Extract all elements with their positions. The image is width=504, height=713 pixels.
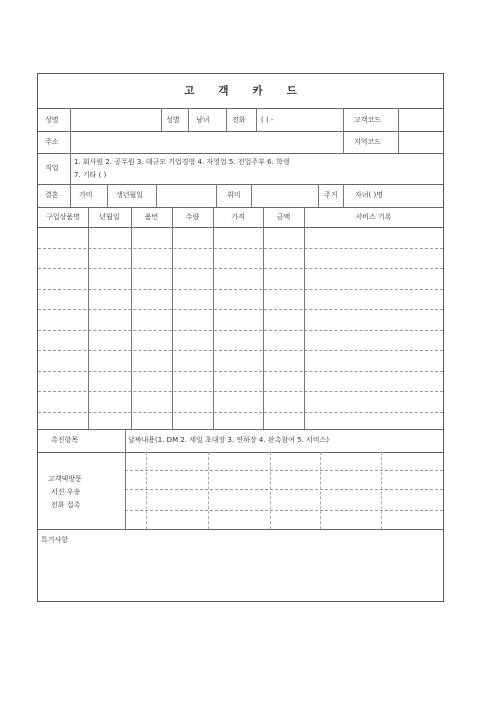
visit-column [270,452,271,529]
table-row [38,330,443,331]
column-header: 품번 [144,213,159,221]
visit-column [381,452,382,529]
married-label: 가미 [79,191,93,199]
notes-label: 특기사항 [41,536,69,544]
column-divider [304,207,305,429]
visit-column [320,452,321,529]
promotion-content: 날짜내용(1. DM 2. 세일 초대장 3. 연하장 4. 판촉참여 5. 서비스) [128,436,330,444]
column-divider [88,207,89,429]
divider [38,184,443,185]
visit-column [208,452,209,529]
visit-row [125,470,443,471]
table-row [38,371,443,372]
customer-code-label: 고객코드 [354,116,382,124]
column-divider [213,207,214,429]
column-header: 서비스 기록 [355,213,392,221]
divider [161,108,162,131]
mail-label: 서신 우송 [51,488,81,496]
column-header: 수량 [185,213,200,221]
visit-row [125,489,443,490]
table-row [38,309,443,310]
divider [38,227,443,228]
column-header: 금액 [276,213,291,221]
job-label: 직업 [45,164,59,172]
table-row [38,350,443,351]
divider [38,153,443,154]
birthday-label: 생년월일 [116,191,144,199]
divider [156,184,157,207]
divider [251,184,252,207]
phone-format: ( ) - [261,116,274,124]
divider [38,529,443,530]
divider [70,153,71,184]
column-header: 가격 [231,213,245,221]
children-label: 자녀( )명 [355,191,383,199]
table-row [38,268,443,269]
divider [70,108,71,131]
divider [38,207,443,208]
column-divider [131,207,132,429]
residence-label: 주거 [324,191,338,199]
divider [343,184,344,207]
table-row [38,248,443,249]
promotion-label: 촉진항목 [51,436,79,444]
divider [38,452,443,453]
divider [398,108,399,153]
divider [216,184,217,207]
name-label: 성명 [45,116,59,124]
column-header: 년월일 [99,213,120,221]
visit-column [146,452,147,529]
divider [318,184,319,207]
gender-label: 성별 [166,116,180,124]
divider [70,131,71,153]
divider [226,108,227,131]
visit-label: 고객댁방문 [48,475,82,483]
divider [107,184,108,207]
divider [125,429,126,529]
visit-row [125,510,443,511]
table-row [38,412,443,413]
divider [70,184,71,207]
divider [38,131,443,132]
region-code-label: 지역코드 [354,138,382,146]
divider [256,108,257,131]
column-divider [172,207,173,429]
divider [38,108,443,109]
job-options: 1. 회사원 2. 공무원 3. 대규모 기업경영 4. 자영업 5. 전업주부 6. 학생 [74,158,290,166]
divider [188,108,189,131]
table-row [38,391,443,392]
phone-contact-label: 전화 접촉 [51,501,81,509]
column-divider [263,207,264,429]
marriage-label: 결혼 [45,191,59,199]
address-label: 주소 [45,138,59,146]
customer-card-form [37,73,444,602]
form-title: 고객카드 [184,85,321,97]
table-row [38,289,443,290]
hobby-label: 취미 [227,191,241,199]
phone-label: 전화 [232,116,246,124]
column-header: 구입상품명 [46,213,80,221]
divider [343,108,344,153]
divider [38,429,443,430]
gender-options: 남녀 [196,116,210,124]
job-options-other: 7. 기타 ( ) [74,171,107,179]
